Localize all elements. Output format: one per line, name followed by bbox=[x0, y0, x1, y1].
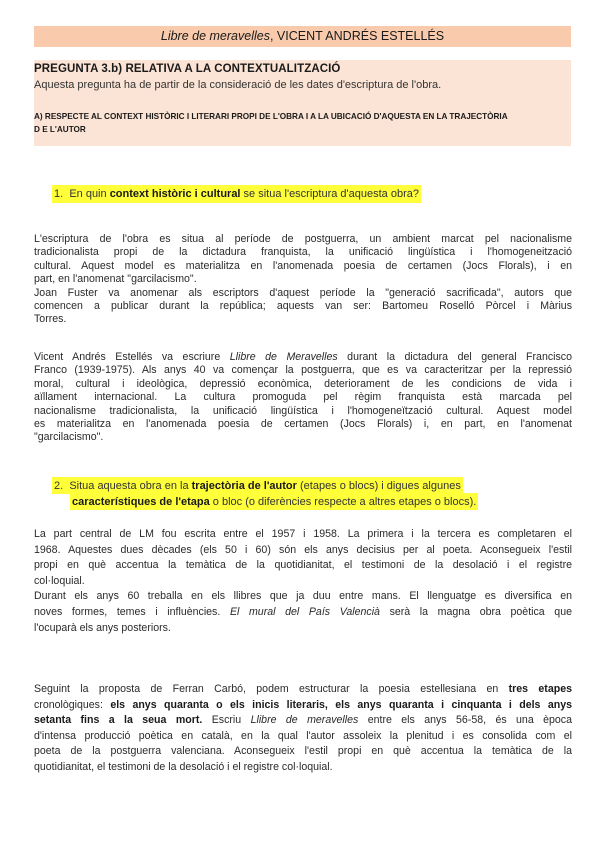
question-header bbox=[34, 60, 571, 146]
answer-paragraph bbox=[34, 351, 572, 445]
text-line: poeta de la postguerra valenciana. Aconsegueix l'estil propi en què accentua la temàtica de la bbox=[34, 745, 572, 758]
text-line: es materialitza en l'anomenada poesia de certamen (Jocs Florals) i, en part, en l'anomenat bbox=[34, 418, 572, 431]
question-text: (etapes o blocs) i digues algunes bbox=[296, 480, 461, 492]
question-1 bbox=[52, 185, 421, 203]
text-line: part, en l'anomenat "garcilacismo". bbox=[34, 273, 197, 286]
emphasis: tres etapes bbox=[508, 683, 572, 695]
text-line: "garcilacismo". bbox=[34, 431, 104, 444]
question-text: o bloc (o diferències respecte a altres etapes o blocs). bbox=[209, 496, 477, 508]
document-title bbox=[34, 26, 571, 47]
text-line bbox=[34, 682, 572, 698]
question-2-continued bbox=[70, 493, 478, 510]
text-line: Joan Fuster va anomenar als escriptors d'aquest període la "generació sacrificada", autors que bbox=[34, 286, 572, 299]
text-line bbox=[34, 351, 572, 364]
author-name: , VICENT ANDRÉS ESTELLÉS bbox=[269, 29, 445, 43]
text-line: tradicionalista propi de la dictadura franquista, la unificació lingüística i l'homogeneització bbox=[34, 246, 572, 259]
subheading-line: D E L'AUTOR bbox=[34, 125, 86, 134]
text-line: La part central de LM fou escrita entre el 1957 i 1958. La primera i la tercera es completaren el bbox=[34, 528, 572, 540]
text-line: Torres. bbox=[34, 313, 67, 326]
text-span: serà la magna obra poètica que bbox=[379, 605, 572, 618]
emphasis: els anys quaranta o els inicis literaris, els anys quaranta i cinquanta i dels anys bbox=[110, 698, 572, 711]
question-text: Situa aquesta obra en la bbox=[69, 480, 192, 492]
text-line: col·loquial. bbox=[34, 574, 85, 587]
text-line: comencen a publicar durant la república; aquests van ser: Bartomeu Roselló Pòrcel i Màrius bbox=[34, 300, 572, 313]
text-span: Seguint la proposta de Ferran Carbó, podem estructurar la poesia estellesiana en bbox=[34, 683, 509, 695]
question-subheading bbox=[34, 110, 571, 136]
question-text: En quin bbox=[69, 188, 110, 200]
question-number: 2. bbox=[54, 480, 64, 492]
text-line: propi en què accentua la temàtica de la quotidianitat, el testimoni de la desolació i el registre bbox=[34, 559, 572, 572]
text-line: 1968. Aquestes dues dècades (els 50 i 60) són els anys decisius per al poeta. Aconsegueix l'estil bbox=[34, 543, 572, 556]
text-span: Vicent Andrés Estellés va escriure bbox=[34, 351, 230, 363]
answer-paragraph bbox=[34, 527, 572, 636]
text-span: cronològiques: bbox=[34, 698, 111, 711]
text-line bbox=[34, 713, 572, 729]
text-line: d'intensa producció poètica en català, en la qual l'autor assoleix la plenitud i es consolida com el bbox=[34, 729, 572, 742]
text-line: l'ocuparà els anys posteriors. bbox=[34, 621, 171, 634]
text-line: Durant els anys 60 treballa en els llibres que ja duu entre mans. El llenguatge es diversifica en bbox=[34, 590, 572, 603]
question-2 bbox=[52, 477, 463, 494]
text-span: entre els anys 56-58, és una època bbox=[358, 714, 572, 727]
text-span: noves formes, temes i influències. bbox=[34, 605, 230, 618]
book-title: Libre de meravelles bbox=[160, 29, 270, 43]
text-line bbox=[34, 605, 572, 621]
text-span: durant la dictadura del general Francisco bbox=[337, 351, 572, 363]
answer-paragraph bbox=[34, 682, 572, 776]
book-title-italic: El mural del País Valencià bbox=[229, 605, 380, 618]
question-number: 1. bbox=[54, 188, 64, 200]
question-text: se situa l'escriptura d'aquesta obra? bbox=[240, 188, 419, 200]
text-line: nacionalisme tradicionalista, la unificació lingüística i l'homogeneïtzació cultural. Aquest model bbox=[34, 404, 572, 417]
question-intro: Aquesta pregunta ha de partir de la consideració de les dates d'escriptura de l'obra. bbox=[34, 79, 442, 91]
answer-paragraph bbox=[34, 233, 572, 327]
text-line: quotidianitat, el testimoni de la desolació i el registre col·loquial. bbox=[34, 760, 333, 773]
text-line: Franco (1939-1975). Als anys 40 va començar la postguerra, que es va caracteritzar per la repressió bbox=[34, 364, 572, 377]
text-span: Escriu bbox=[202, 714, 251, 727]
text-line: L'escriptura de l'obra es situa al període de postguerra, un ambient marcat pel nacionalisme bbox=[34, 233, 572, 245]
text-line bbox=[34, 698, 572, 714]
text-line: moral, cultural i ideològica, depressió econòmica, deteriorament de les condicions de vida i bbox=[34, 377, 572, 390]
book-title-italic: Llibre de Meravelles bbox=[229, 351, 338, 363]
subheading-line: A) RESPECTE AL CONTEXT HISTÒRIC I LITERARI PROPI DE L'OBRA I A LA UBICACIÓ D'AQUESTA EN LA TRAJECTÒRIA bbox=[34, 112, 508, 121]
text-line: aïllament internacional. La cultura promoguda pel règim franquista està marcada pel bbox=[34, 391, 572, 404]
question-heading: PREGUNTA 3.b) RELATIVA A LA CONTEXTUALITZACIÓ bbox=[34, 63, 341, 75]
emphasis: setanta fins a la seua mort. bbox=[34, 714, 203, 727]
question-keyword: característiques de l'etapa bbox=[72, 496, 210, 508]
question-keyword: trajectòria de l'autor bbox=[191, 480, 297, 492]
text-line: cultural. Aquest model es materialitza en l'anomenada poesia de certamen (Jocs Florals), i en bbox=[34, 259, 572, 272]
book-title-italic: Llibre de meravelles bbox=[250, 714, 359, 727]
question-keyword: context històric i cultural bbox=[109, 188, 241, 200]
